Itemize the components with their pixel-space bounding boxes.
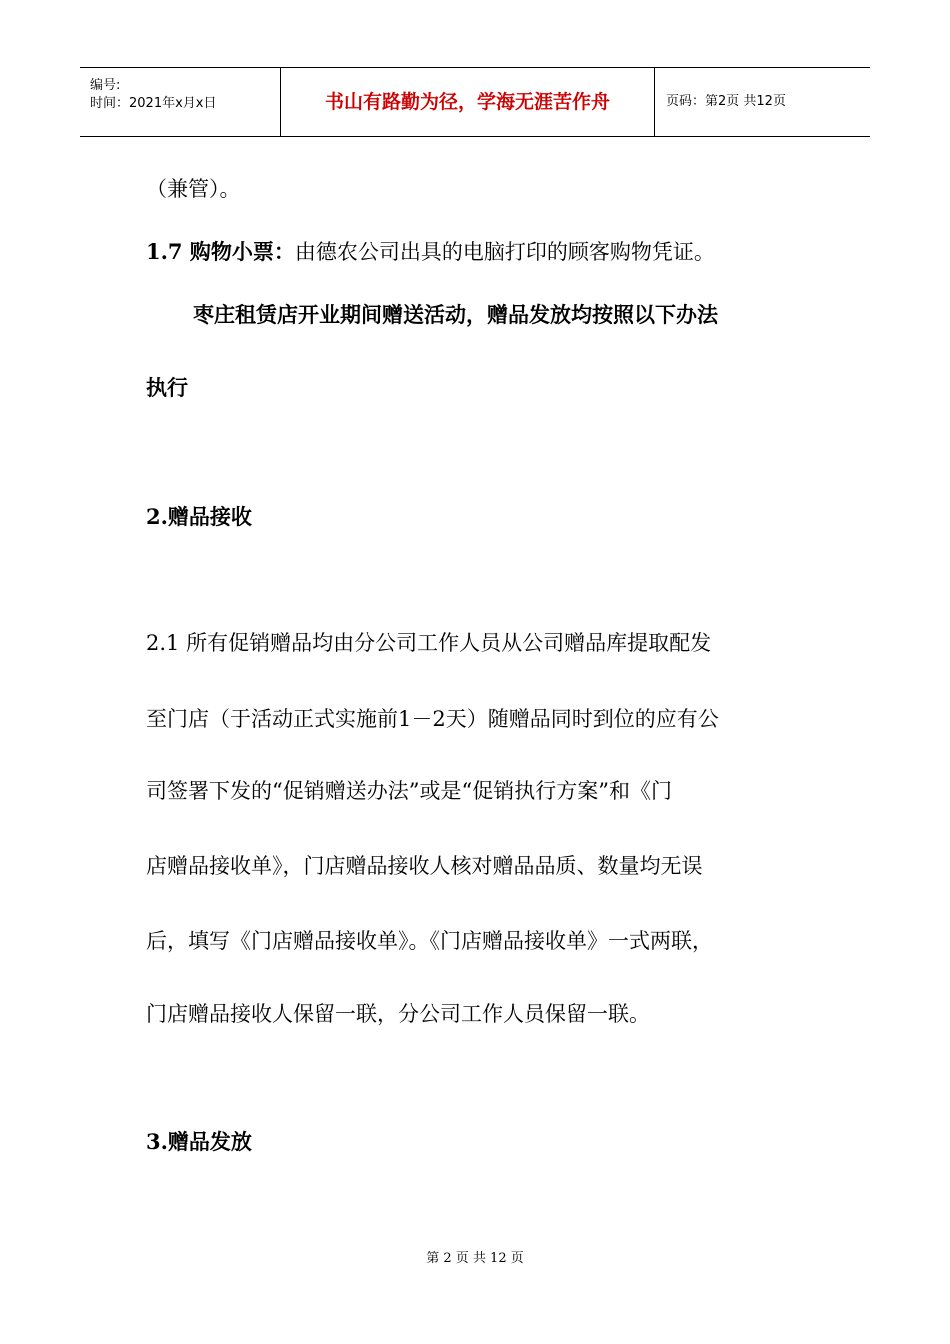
header-meta-cell xyxy=(80,68,281,136)
body-line-continuation: （兼管）。 xyxy=(146,177,241,201)
item-1-7 xyxy=(146,236,715,266)
page-footer: 第 2 页 共 12 页 xyxy=(426,1251,524,1266)
section-2-line: 至门店（于活动正式实施前1－2天）随赠品同时到位的应有公 xyxy=(146,707,719,731)
notice-heading-line1: 枣庄租赁店开业期间赠送活动，赠品发放均按照以下办法 xyxy=(193,302,718,327)
header-page-info: 页码：第2页 共12页 xyxy=(666,94,786,109)
section-2-title: 2.赠品接收 xyxy=(146,504,252,529)
header-motto: 书山有路勤为径，学海无涯苦作舟 xyxy=(281,68,655,136)
document-date: 时间：2021年x月x日 xyxy=(90,96,217,111)
item-1-7-label: 1.7 购物小票： xyxy=(146,239,295,264)
section-2-line: 司签署下发的“促销赠送办法”或是“促销执行方案”和《门 xyxy=(146,779,672,803)
section-2-line: 店赠品接收单》，门店赠品接收人核对赠品品质、数量均无误 xyxy=(146,854,703,878)
page-header xyxy=(80,67,870,137)
notice-heading-line2: 执行 xyxy=(146,375,188,400)
section-2-line: 2.1 所有促销赠品均由分公司工作人员从公司赠品库提取配发 xyxy=(146,631,712,655)
item-1-7-text: 由德农公司出具的电脑打印的顾客购物凭证。 xyxy=(294,240,715,264)
section-2-line: 后，填写《门店赠品接收单》。《门店赠品接收单》一式两联， xyxy=(146,929,713,953)
section-2-line: 门店赠品接收人保留一联，分公司工作人员保留一联。 xyxy=(146,1002,650,1026)
document-number-label: 编号: xyxy=(90,78,121,93)
section-3-title: 3.赠品发放 xyxy=(146,1129,252,1154)
